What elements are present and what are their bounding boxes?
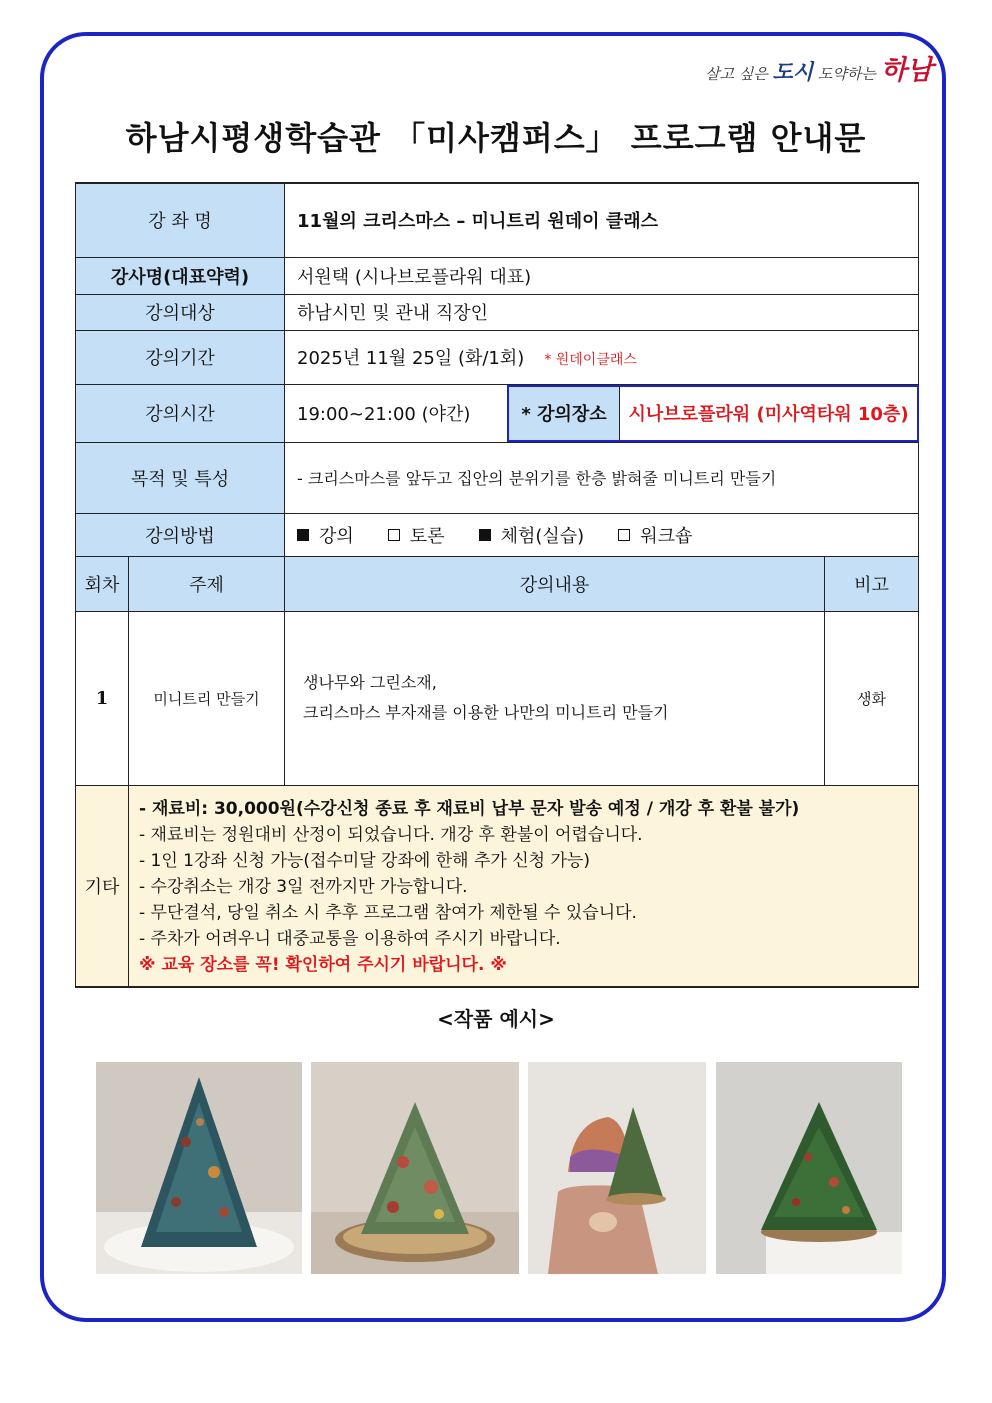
etc-line: - 재료비는 정원대비 산정이 되었습니다. 개강 후 환불이 어렵습니다.: [139, 824, 643, 845]
row-course-name: [76, 183, 919, 257]
time-label: 강의시간: [76, 384, 285, 442]
purpose-value: - 크리스마스를 앞두고 집안의 분위기를 한층 밝혀줄 미니트리 만들기: [285, 442, 919, 513]
checkbox-empty-icon: [618, 529, 630, 541]
page-title: 하남시평생학습관 「미사캠퍼스」 프로그램 안내문: [125, 119, 867, 157]
table-row: [76, 611, 919, 785]
header-content: 강의내용: [285, 556, 825, 611]
method-options: [297, 522, 918, 548]
header-session: 회차: [76, 556, 129, 611]
schedule-header-row: [76, 556, 919, 611]
time-value: 19:00~21:00 (야간): [297, 404, 471, 425]
session-content: 생나무와 그린소재, 크리스마스 부자재를 이용한 나만의 미니트리 만들기: [285, 611, 825, 785]
etc-line: - 주차가 어려우니 대중교통을 이용하여 주시기 바랍니다.: [139, 928, 561, 949]
etc-line: - 수강취소는 개강 3일 전까지만 가능합니다.: [139, 876, 468, 897]
row-period: [76, 330, 919, 384]
checkbox-checked-icon: [297, 529, 309, 541]
session-number: 1: [76, 611, 129, 785]
checkbox-checked-icon: [479, 529, 491, 541]
etc-line-fee: - 재료비: 30,000원(수강신청 종료 후 재료비 납부 문자 발송 예정 / 개강 후 환불 불가): [139, 798, 800, 819]
example-photo-4: [716, 1062, 902, 1274]
course-name: 11월의 크리스마스 – 미니트리 원데이 클래스: [285, 183, 919, 257]
city-logo: 살고 싶은 도시 도약하는 하남: [705, 55, 933, 86]
place-box: [507, 385, 919, 442]
period-note: * 원데이클래스: [544, 352, 637, 368]
example-caption: <작품 예시>: [437, 1007, 555, 1031]
example-photo-3: [528, 1062, 706, 1274]
header-topic: 주제: [129, 556, 285, 611]
method-option-lecture: 강의: [297, 522, 354, 548]
row-method: [76, 513, 919, 556]
target-label: 강의대상: [76, 294, 285, 330]
etc-warning: ※ 교육 장소를 꼭! 확인하여 주시기 바랍니다. ※: [139, 954, 507, 975]
method-option-practice: 체험(실습): [479, 522, 585, 548]
etc-line: - 1인 1강좌 신청 가능(접수미달 강좌에 한해 추가 신청 가능): [139, 850, 590, 871]
checkbox-empty-icon: [388, 529, 400, 541]
place-label: * 강의장소: [509, 387, 620, 440]
row-target: [76, 294, 919, 330]
row-time-place: [76, 384, 919, 442]
header-note: 비고: [825, 556, 919, 611]
instructor-label: 강사명(대표약력): [76, 257, 285, 294]
etc-notes: [129, 786, 918, 986]
row-etc: [76, 785, 919, 987]
etc-line: - 무단결석, 당일 취소 시 추후 프로그램 참여가 제한될 수 있습니다.: [139, 902, 637, 923]
period-value: 2025년 11월 25일 (화/1회): [297, 348, 525, 369]
row-purpose: [76, 442, 919, 513]
session-topic: 미니트리 만들기: [129, 611, 285, 785]
method-option-discussion: 토론: [388, 522, 445, 548]
place-value: 시나브로플라워 (미사역타워 10층): [628, 404, 909, 425]
course-name-label: 강 좌 명: [76, 183, 285, 257]
instructor-value: 서원택 (시나브로플라워 대표): [285, 257, 919, 294]
method-label: 강의방법: [76, 513, 285, 556]
etc-label: 기타: [76, 785, 129, 987]
example-photo-2: [311, 1062, 519, 1274]
method-option-workshop: 워크숍: [618, 522, 692, 548]
period-label: 강의기간: [76, 330, 285, 384]
row-instructor: [76, 257, 919, 294]
target-value: 하남시민 및 관내 직장인: [285, 294, 919, 330]
example-photo-1: [96, 1062, 302, 1274]
purpose-label: 목적 및 특성: [76, 442, 285, 513]
session-note: 생화: [825, 611, 919, 785]
program-info-table: [75, 182, 919, 988]
